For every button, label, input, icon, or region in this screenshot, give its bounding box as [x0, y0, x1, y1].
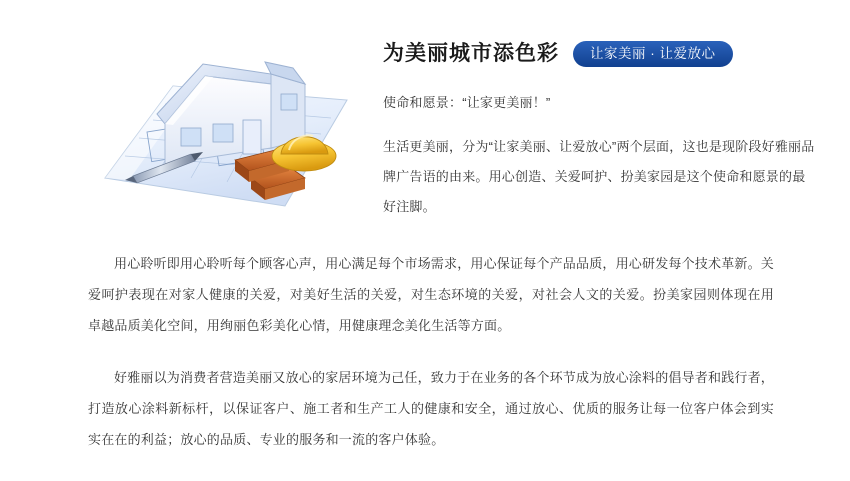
body-paragraph-1-text: 用心聆听即用心聆听每个顾客心声，用心满足每个市场需求，用心保证每个产品品质，用心研发每个技术革新。关爱呵护表现在对家人健康的关爱，对美好生活的关爱，对生态环境的关爱，对社会人文的关爱。扮美家园则体现在用卓越品质美化空间，用绚丽色彩美化心情，用健康理念美化生活等方面。 — [88, 256, 775, 333]
illustration-svg — [95, 28, 360, 223]
slogan-badge: 让家美丽 · 让爱放心 — [573, 41, 733, 67]
body-paragraph-2-text: 好雅丽以为消费者营造美丽又放心的家居环境为己任，致力于在业务的各个环节成为放心涂料的倡导者和践行者，打造放心涂料新标杆，以保证客户、施工者和生产工人的健康和安全，通过放心、优质的服务让每一位客户体会到实实在在的利益；放心的品质、专业的服务和一流的客户体验。 — [88, 370, 775, 447]
house-blueprint-illustration — [95, 28, 360, 223]
headline-row — [383, 36, 823, 72]
body-paragraph-1 — [88, 248, 774, 341]
page-title: 为美丽城市添色彩 — [383, 42, 559, 65]
brand-slogan-text: 生活更美丽，分为“让家美丽、让爱放心”两个层面，这也是现阶段好雅丽品牌广告语的由来。用心创造、关爱呵护、扮美家园是这个使命和愿景的最好注脚。 — [383, 139, 815, 214]
intro-block — [383, 36, 823, 222]
mission-vision-text: 使命和愿景：“让家更美丽！” — [383, 95, 551, 110]
top-section — [0, 0, 850, 235]
body-paragraph-2 — [88, 362, 774, 455]
